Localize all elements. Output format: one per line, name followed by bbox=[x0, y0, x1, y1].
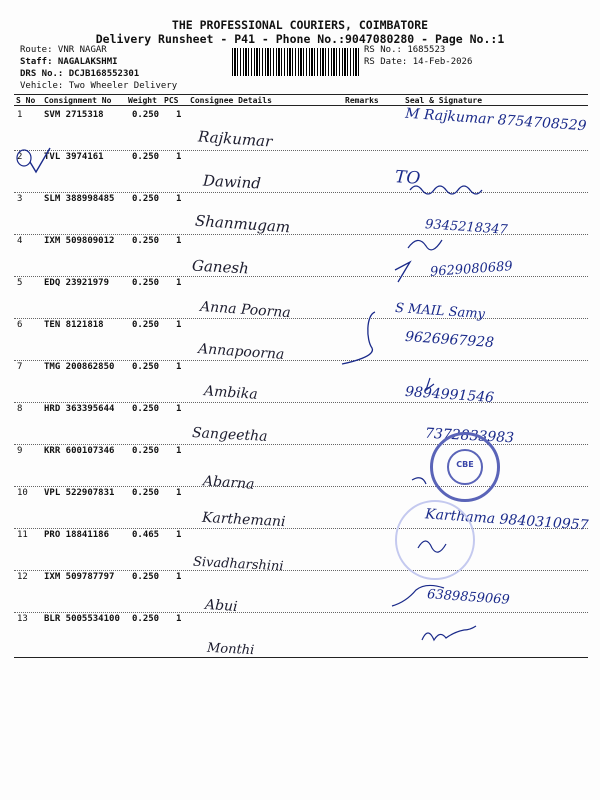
row-4-signature-scribble bbox=[408, 240, 442, 250]
row-5-consignment: EDQ 23921979 bbox=[44, 278, 110, 288]
row-13-weight: 0.250 bbox=[132, 614, 160, 624]
col-weight: Weight bbox=[128, 96, 157, 105]
row-1-signature: M Rajkumar 8754708529 bbox=[404, 105, 588, 135]
col-remarks: Remarks bbox=[345, 96, 379, 105]
row-2-pcs: 1 bbox=[176, 152, 182, 162]
row-1-weight: 0.250 bbox=[132, 110, 160, 120]
row-9-consignment: KRR 600107346 bbox=[44, 446, 115, 456]
row-6-signature: 9626967928 bbox=[404, 328, 495, 352]
row-4-scribble bbox=[395, 262, 410, 282]
row-10-signature: Karthama 9840310957 bbox=[424, 506, 589, 534]
col-consignment: Consignment No bbox=[44, 96, 112, 105]
row-2-signature: TO bbox=[394, 167, 421, 189]
row-8-consignment: HRD 363395644 bbox=[44, 404, 115, 414]
row-11-weight: 0.465 bbox=[132, 530, 160, 540]
row-5-pcs: 1 bbox=[176, 278, 182, 288]
rs-date: RS Date: 14-Feb-2026 bbox=[364, 57, 473, 67]
row-12-signature-scribble bbox=[392, 585, 444, 606]
row-3-pcs: 1 bbox=[176, 194, 182, 204]
row-8-pcs: 1 bbox=[176, 404, 182, 414]
row-2-scribble-signature bbox=[410, 186, 482, 194]
row-11-consignee-handwritten: Sivadharshini bbox=[192, 554, 284, 575]
row-7-signature: 9894991546 bbox=[404, 383, 495, 407]
row-9-consignee-handwritten: Abarna bbox=[202, 473, 255, 493]
company-seal bbox=[430, 432, 500, 502]
row-11-sno: 11 bbox=[17, 530, 28, 540]
row-11-consignment: PRO 18841186 bbox=[44, 530, 110, 540]
row-8-consignee-handwritten: Sangeetha bbox=[191, 425, 268, 445]
row-2-circle-mark bbox=[17, 150, 31, 166]
row-10-sno: 10 bbox=[17, 488, 28, 498]
row-4-pcs: 1 bbox=[176, 236, 182, 246]
row-8-signature: 7372833983 bbox=[424, 425, 515, 447]
row-2-sno: 2 bbox=[17, 152, 23, 162]
col-consignee: Consignee Details bbox=[190, 96, 272, 105]
row-2-consignment: TVL 3974161 bbox=[44, 152, 104, 162]
row-6-consignment: TEN 8121818 bbox=[44, 320, 104, 330]
row-12-signature: 6389859069 bbox=[426, 587, 511, 608]
row-11-pcs: 1 bbox=[176, 530, 182, 540]
row-13-pcs: 1 bbox=[176, 614, 182, 624]
row-13-consignee-handwritten: Monthi bbox=[206, 640, 255, 659]
row-12-consignee-handwritten: Abui bbox=[204, 596, 239, 616]
row-3-sno: 3 bbox=[17, 194, 23, 204]
row-7-consignment: TMG 200862850 bbox=[44, 362, 115, 372]
row-6-weight: 0.250 bbox=[132, 320, 160, 330]
row-5-consignee-handwritten: Anna Poorna bbox=[199, 298, 292, 322]
col-signature: Seal & Signature bbox=[405, 96, 483, 105]
row-5-weight: 0.250 bbox=[132, 278, 160, 288]
row-9-pcs: 1 bbox=[176, 446, 182, 456]
col-sno: S No bbox=[16, 96, 36, 105]
col-pcs: PCS bbox=[164, 96, 179, 105]
row-4-sno: 4 bbox=[17, 236, 23, 246]
runsheet-subtitle: Delivery Runsheet - P41 - Phone No.:9047080280 - Page No.:1 bbox=[95, 32, 505, 46]
row-5-sno: 5 bbox=[17, 278, 23, 288]
row-8-sno: 8 bbox=[17, 404, 23, 414]
route-label: Route: VNR NAGAR bbox=[20, 45, 107, 55]
row-2-weight: 0.250 bbox=[132, 152, 160, 162]
row-3-consignment: SLM 388998485 bbox=[44, 194, 115, 204]
row-6-pcs: 1 bbox=[176, 320, 182, 330]
row-13-consignment: BLR 5005534100 bbox=[44, 614, 120, 624]
row-1-sno: 1 bbox=[17, 110, 23, 120]
row-10-pcs: 1 bbox=[176, 488, 182, 498]
row-7-sno: 7 bbox=[17, 362, 23, 372]
row-1-pcs: 1 bbox=[176, 110, 182, 120]
row-10-consignment: VPL 522907831 bbox=[44, 488, 115, 498]
row-4-weight: 0.250 bbox=[132, 236, 160, 246]
row-7-consignee-handwritten: Ambika bbox=[203, 383, 259, 403]
row-2-consignee-handwritten: Dawind bbox=[202, 171, 262, 193]
row-12-consignment: IXM 509787797 bbox=[44, 572, 115, 582]
row-3-signature: 9345218347 bbox=[424, 217, 509, 238]
row-12-pcs: 1 bbox=[176, 572, 182, 582]
faint-stamp bbox=[395, 500, 475, 580]
drs-number: DRS No.: DCJB168552301 bbox=[20, 69, 140, 79]
company-title: THE PROFESSIONAL COURIERS, COIMBATORE bbox=[171, 18, 429, 32]
row-13-signature-scribble bbox=[422, 626, 476, 640]
row-7-pcs: 1 bbox=[176, 362, 182, 372]
row-4-consignee-handwritten: Ganesh bbox=[191, 256, 250, 278]
row-1-consignee-handwritten: Rajkumar bbox=[197, 127, 273, 151]
row-9-sno: 9 bbox=[17, 446, 23, 456]
row-10-consignee-handwritten: Karthemani bbox=[201, 509, 286, 531]
row-12-weight: 0.250 bbox=[132, 572, 160, 582]
bracket-mark bbox=[342, 312, 375, 364]
row-7-weight: 0.250 bbox=[132, 362, 160, 372]
row-7-signature-scribble bbox=[426, 378, 434, 390]
row-12-sno: 12 bbox=[17, 572, 28, 582]
row-9-weight: 0.250 bbox=[132, 446, 160, 456]
row-2-tick-mark bbox=[30, 148, 50, 172]
row-5-signature: S MAIL Samy bbox=[394, 300, 486, 323]
row-1-consignment: SVM 2715318 bbox=[44, 110, 104, 120]
row-13-sno: 13 bbox=[17, 614, 28, 624]
seal-center-text: CBE bbox=[456, 460, 474, 469]
row-8-weight: 0.250 bbox=[132, 404, 160, 414]
row-6-sno: 6 bbox=[17, 320, 23, 330]
vehicle-label: Vehicle: Two Wheeler Delivery bbox=[20, 81, 178, 91]
rs-number: RS No.: 1685523 bbox=[364, 45, 446, 55]
row-9-scribble bbox=[412, 478, 426, 484]
row-4-consignment: IXM 509809012 bbox=[44, 236, 115, 246]
row-3-weight: 0.250 bbox=[132, 194, 160, 204]
row-4-signature: 9629080689 bbox=[429, 259, 514, 280]
row-3-consignee-handwritten: Shanmugam bbox=[194, 211, 291, 237]
row-10-weight: 0.250 bbox=[132, 488, 160, 498]
staff-label: Staff: NAGALAKSHMI bbox=[20, 57, 118, 67]
row-6-consignee-handwritten: Annapoorna bbox=[197, 341, 285, 363]
